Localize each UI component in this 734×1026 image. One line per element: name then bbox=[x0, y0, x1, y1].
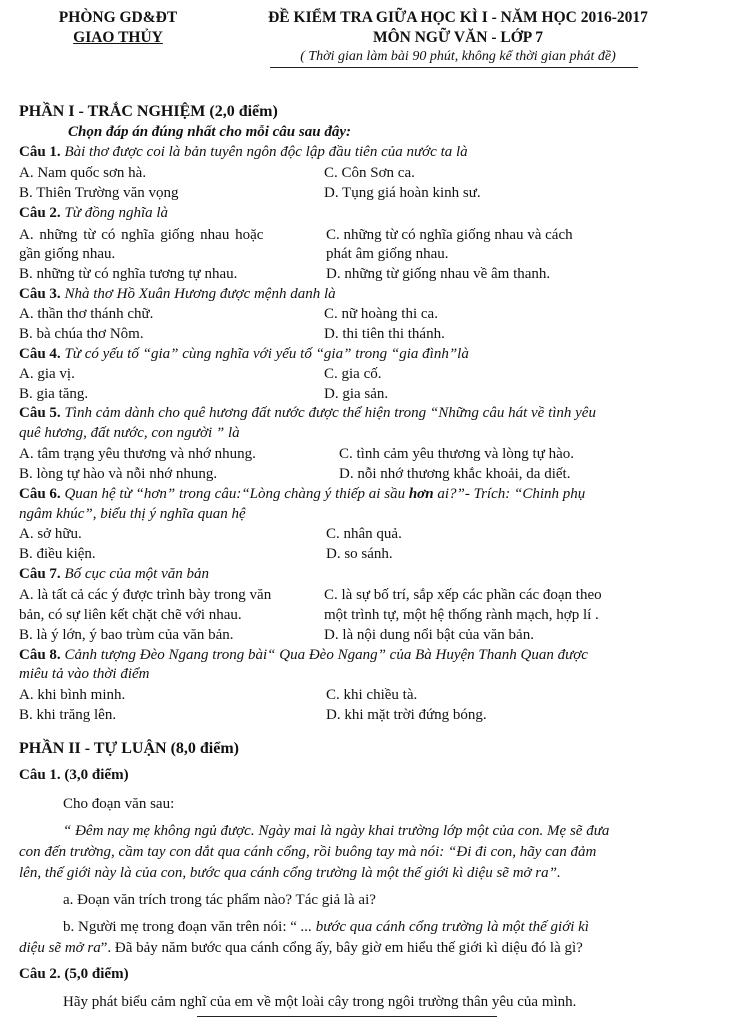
q8-option-b: B. khi trăng lên. bbox=[19, 707, 117, 723]
q7-option-a-line2: bản, có sự liên kết chặt chẽ với nhau. bbox=[19, 607, 242, 623]
q6-option-c: C. nhân quả. bbox=[326, 526, 402, 542]
question-5 bbox=[19, 405, 596, 422]
q4-option-c: C. gia cố. bbox=[324, 366, 382, 382]
q2-option-a-line2: gần giống nhau. bbox=[19, 246, 116, 262]
header-underline bbox=[270, 67, 638, 68]
sub-question-b-lead: b. Người mẹ trong đoạn văn trên nói: “ bbox=[63, 919, 301, 935]
q2-option-b: B. những từ có nghĩa tương tự nhau. bbox=[19, 266, 238, 282]
passage-line-3: lên, thế giới này là của con, bước qua cánh cổng trường là một thế giới kì diệu sẽ mở ra”. bbox=[19, 865, 561, 881]
question-text-tail: ai?”- Trích: “Chinh phụ bbox=[433, 486, 586, 502]
question-number: Câu 3. bbox=[19, 286, 61, 302]
question-3 bbox=[19, 286, 336, 303]
q3-option-c: C. nữ hoàng thi ca. bbox=[324, 306, 438, 322]
q4-option-d: D. gia sản. bbox=[324, 386, 389, 402]
part2-title: PHẦN II - TỰ LUẬN (8,0 điểm) bbox=[19, 740, 239, 757]
question-6-text-line2: ngâm khúc”, biểu thị ý nghĩa quan hệ bbox=[19, 506, 246, 522]
q2-option-d: D. những từ giống nhau về âm thanh. bbox=[326, 266, 551, 282]
q5-option-d: D. nỗi nhớ thương khắc khoải, da diết. bbox=[339, 466, 571, 482]
question-number: Câu 8. bbox=[19, 647, 61, 663]
q4-option-a: A. gia vị. bbox=[19, 366, 75, 382]
q3-option-b: B. bà chúa thơ Nôm. bbox=[19, 326, 144, 342]
essay-question-1-title: Câu 1. (3,0 điểm) bbox=[19, 767, 129, 783]
footer-underline bbox=[197, 1016, 497, 1017]
question-6 bbox=[19, 486, 585, 503]
essay-question-1-intro: Cho đoạn văn sau: bbox=[63, 796, 175, 812]
question-text: Cảnh tượng Đèo Ngang trong bài“ Qua Đèo Ngang” của Bà Huyện Thanh Quan được bbox=[64, 647, 588, 663]
q7-option-c-line2: một trình tự, một hệ thống rành mạch, hợp lí . bbox=[324, 607, 599, 623]
q6-option-a: A. sở hữu. bbox=[19, 526, 82, 542]
q2-option-c-line1: C. những từ có nghĩa giống nhau và cách bbox=[326, 227, 573, 243]
question-number: Câu 5. bbox=[19, 405, 61, 421]
q5-option-b: B. lòng tự hào và nỗi nhớ nhung. bbox=[19, 466, 218, 482]
q8-option-d: D. khi mặt trời đứng bóng. bbox=[326, 707, 487, 723]
essay-question-2-text: Hãy phát biểu cảm nghĩ của em về một loài cây trong ngôi trường thân yêu của mình. bbox=[63, 994, 577, 1010]
q6-option-d: D. so sánh. bbox=[326, 546, 393, 562]
district: GIAO THỦY bbox=[73, 29, 163, 46]
exam-title: ĐỀ KIỂM TRA GIỮA HỌC KÌ I - NĂM HỌC 2016-2017 bbox=[268, 9, 648, 26]
q1-option-a: A. Nam quốc sơn hà. bbox=[19, 165, 147, 181]
question-5-text-line2: quê hương, đất nước, con người ” là bbox=[19, 425, 240, 441]
q7-option-a-line1: A. là tất cả các ý được trình bày trong văn bbox=[19, 587, 272, 603]
q8-option-a: A. khi bình minh. bbox=[19, 687, 126, 703]
question-8 bbox=[19, 647, 588, 664]
q3-option-d: D. thi tiên thi thánh. bbox=[324, 326, 445, 342]
question-4 bbox=[19, 346, 469, 363]
part1-title: PHẦN I - TRẮC NGHIỆM (2,0 điểm) bbox=[19, 103, 278, 120]
passage-line-2: con đến trường, cầm tay con dắt qua cánh cổng, rồi buông tay mà nói: “Đi đi con, hãy can đảm bbox=[19, 844, 597, 860]
question-7 bbox=[19, 566, 209, 583]
essay-question-2-title: Câu 2. (5,0 điểm) bbox=[19, 966, 129, 982]
q2-option-c-line2: phát âm giống nhau. bbox=[326, 246, 449, 262]
q7-option-d: D. là nội dung nổi bật của văn bản. bbox=[324, 627, 534, 643]
question-text: Quan hệ từ “hơn” trong câu:“Lòng chàng ý thiếp ai sầu bbox=[64, 486, 409, 502]
question-number: Câu 2. bbox=[19, 205, 61, 221]
q4-option-b: B. gia tăng. bbox=[19, 386, 89, 402]
question-text: Bài thơ được coi là bản tuyên ngôn độc lập đầu tiên của nước ta là bbox=[64, 144, 468, 160]
sub-question-b-tail: ”. Đã bảy năm bước qua cánh cổng ấy, bây giờ em hiểu thế giới kì diệu đó là gì? bbox=[100, 940, 583, 956]
passage-line-1: “ Đêm nay mẹ không ngủ được. Ngày mai là ngày khai trường lớp một của con. Mẹ sẽ đưa bbox=[63, 823, 610, 839]
q3-option-a: A. thần thơ thánh chữ. bbox=[19, 306, 154, 322]
sub-question-b-line1 bbox=[63, 919, 589, 936]
q6-option-b: B. điều kiện. bbox=[19, 546, 96, 562]
sub-question-a: a. Đoạn văn trích trong tác phẩm nào? Tác giả là ai? bbox=[63, 892, 376, 908]
question-number: Câu 7. bbox=[19, 566, 61, 582]
sub-question-b-line2 bbox=[19, 940, 583, 957]
question-8-text-line2: miêu tả vào thời điểm bbox=[19, 666, 150, 682]
q2-option-a-line1: A. những từ có nghĩa giống nhau hoặc bbox=[19, 227, 264, 243]
q1-option-b: B. Thiên Trường văn vọng bbox=[19, 185, 179, 201]
sub-question-b-quote-end: diệu sẽ mở ra bbox=[19, 940, 101, 956]
q5-option-a: A. tâm trạng yêu thương và nhớ nhung. bbox=[19, 446, 256, 462]
q1-option-c: C. Côn Sơn ca. bbox=[324, 165, 415, 181]
question-text: Bố cục của một văn bản bbox=[64, 566, 209, 582]
question-number: Câu 4. bbox=[19, 346, 61, 362]
q1-option-d: D. Tụng giá hoàn kinh sư. bbox=[324, 185, 481, 201]
question-emphasis: hơn bbox=[408, 486, 434, 502]
question-text: Nhà thơ Hồ Xuân Hương được mệnh danh là bbox=[64, 286, 336, 302]
q8-option-c: C. khi chiều tà. bbox=[326, 687, 418, 703]
time-note: ( Thời gian làm bài 90 phút, không kể thời gian phát đề) bbox=[300, 49, 616, 64]
q7-option-c-line1: C. là sự bố trí, sắp xếp các phần các đoạn theo bbox=[324, 587, 602, 603]
sub-question-b-quote: ... bước qua cánh cổng trường là một thế giới kì bbox=[300, 919, 589, 935]
q5-option-c: C. tình cảm yêu thương và lòng tự hào. bbox=[339, 446, 574, 462]
question-text: Từ đồng nghĩa là bbox=[64, 205, 169, 221]
question-1 bbox=[19, 144, 468, 161]
question-text: Tình cảm dành cho quê hương đất nước được thể hiện trong “Những câu hát về tình yêu bbox=[64, 405, 596, 421]
part1-instruction: Chọn đáp án đúng nhất cho mỗi câu sau đây: bbox=[68, 124, 351, 140]
question-text: Từ có yếu tố “gia” cùng nghĩa với yếu tố “gia” trong “gia đình”là bbox=[64, 346, 469, 362]
question-number: Câu 1. bbox=[19, 144, 61, 160]
q7-option-b: B. là ý lớn, ý bao trùm của văn bản. bbox=[19, 627, 234, 643]
question-number: Câu 6. bbox=[19, 486, 61, 502]
subject-line: MÔN NGỮ VĂN - LỚP 7 bbox=[372, 29, 544, 46]
school-office: PHÒNG GD&ĐT bbox=[58, 9, 178, 26]
question-2 bbox=[19, 205, 168, 222]
